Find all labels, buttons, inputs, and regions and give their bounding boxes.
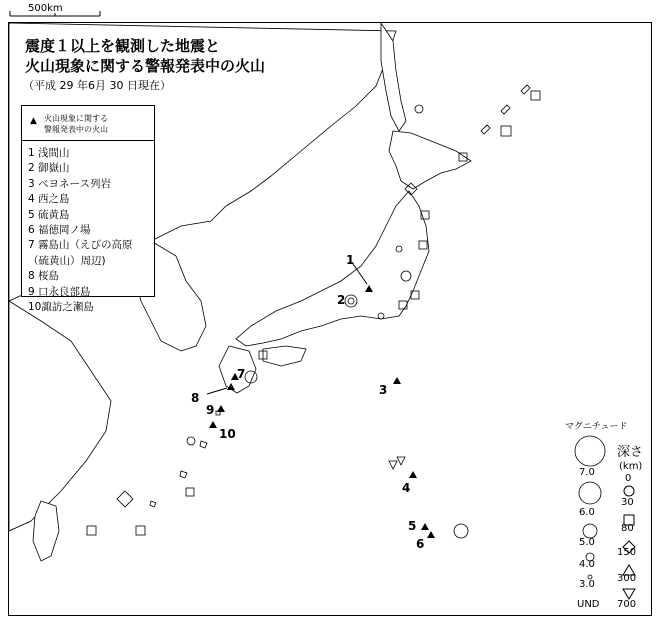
china-coast xyxy=(9,301,111,531)
volcano-legend-header xyxy=(28,112,152,138)
magnitude-level: 4.0 xyxy=(579,559,595,570)
volcano-item: 1 浅間山 xyxy=(28,147,70,159)
map-date: （平成 29 年6月 30 日現在） xyxy=(23,79,171,92)
volcano-legend-symbol-label: 火山現象に関する 警報発表中の火山 xyxy=(44,114,108,134)
map-frame xyxy=(8,22,652,616)
scale-label: 500km xyxy=(28,3,63,14)
magnitude-level: UND xyxy=(577,599,600,610)
magnitude-level: 3.0 xyxy=(579,579,595,590)
volcano-marker-fukutoku xyxy=(427,531,435,538)
map-title-line2: 火山現象に関する警報発表中の火山 xyxy=(25,57,266,75)
map-label-2: 2 xyxy=(337,293,346,307)
depth-level: 30 xyxy=(621,497,634,508)
volcano-item: 2 御嶽山 xyxy=(28,162,70,175)
ryukyu-4 xyxy=(150,501,156,507)
depth-legend-unit: (km) xyxy=(619,461,643,472)
kuril-2 xyxy=(501,105,510,114)
mag-circle-70 xyxy=(575,436,605,466)
map-label-9: 9 xyxy=(206,403,215,417)
volcano-item: 10諏訪之瀬島 xyxy=(28,301,94,314)
volcano-item: 6 福徳岡ノ場 xyxy=(28,224,91,237)
map-label-6: 6 xyxy=(416,537,425,551)
depth-level: 150 xyxy=(617,547,637,558)
map-label-8: 8 xyxy=(191,391,200,405)
volcano-marker-beyonesu xyxy=(393,377,401,384)
volcano-marker-nishinoshima xyxy=(409,471,417,478)
magnitude-legend-circles xyxy=(565,433,625,613)
volcano-item: 9 口永良部島 xyxy=(28,285,91,298)
honshu xyxy=(236,191,429,346)
volcano-list xyxy=(28,146,133,315)
volcano-triangle-icon: ▲ xyxy=(30,116,37,126)
mag-circle-50 xyxy=(583,524,597,538)
ryukyu-2 xyxy=(200,441,207,448)
map-label-10: 10 xyxy=(219,427,236,441)
volcano-item: 7 霧島山（えびの高原 xyxy=(28,239,133,252)
map-label-4: 4 xyxy=(402,481,411,495)
volcano-item: 4 西之島 xyxy=(28,193,70,206)
volcano-item: 3 ベヨネース列岩 xyxy=(28,177,111,190)
ryukyu-3 xyxy=(180,471,187,478)
depth-legend-title: 深さ xyxy=(617,445,644,460)
map-label-1: 1 xyxy=(346,253,355,267)
mag-circle-60 xyxy=(579,482,601,504)
depth-level: 80 xyxy=(621,523,634,534)
magnitude-level: 6.0 xyxy=(579,507,595,518)
volcano-marker-suwanose xyxy=(209,421,217,428)
volcano-item: （硫黄山）周辺) xyxy=(28,254,106,267)
kuril-3 xyxy=(521,85,530,94)
magnitude-level: 5.0 xyxy=(579,537,595,548)
depth-level: 0 xyxy=(625,473,632,484)
legend-divider xyxy=(22,140,154,141)
volcano-marker-kuchinoerabu xyxy=(217,405,225,412)
volcano-marker-iwoto xyxy=(421,523,429,530)
map-title-line1: 震度１以上を観測した地震と xyxy=(25,37,221,55)
depth-level: 300 xyxy=(617,573,637,584)
kuril-1 xyxy=(481,125,490,134)
circle-icon xyxy=(624,486,634,496)
magnitude-legend-title: マグニチュード xyxy=(565,422,628,432)
triangle-down-icon xyxy=(623,589,635,599)
map-label-7: 7 xyxy=(237,367,246,381)
depth-level: 700 xyxy=(617,599,637,610)
map-label-3: 3 xyxy=(379,383,388,397)
volcano-item: 5 硫黄島 xyxy=(28,208,70,221)
map-label-5: 5 xyxy=(408,519,417,533)
volcano-item: 8 桜島 xyxy=(28,270,60,283)
magnitude-level: 7.0 xyxy=(579,467,595,478)
shikoku xyxy=(263,346,306,366)
volcano-legend xyxy=(21,105,155,314)
